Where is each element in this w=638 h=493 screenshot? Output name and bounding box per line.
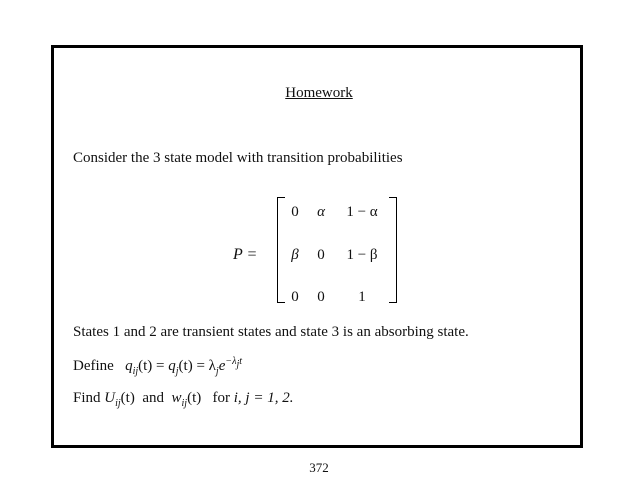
page-number: 372 [309,460,329,475]
matrix-label: P = [233,246,258,263]
matrix-cell: 1 [358,289,366,305]
find-word: Find [73,390,101,406]
define-eq1: (t) = [138,358,169,374]
states-text: States 1 and 2 are transient states and state 3 is an absorbing state. [73,324,469,340]
matrix-cell: 0 [291,289,299,305]
for-word: for [212,390,231,406]
w-arg: (t) [187,390,202,406]
u-subscript: ij [115,398,121,409]
find-line [73,390,293,409]
q-symbol: q [125,358,133,374]
lambda-subscript: j [215,366,219,377]
u-arg: (t) [120,390,135,406]
q2-subscript: j [175,366,179,377]
exp-t: t [239,356,243,367]
intro-text: Consider the 3 state model with transition probabilities [73,150,403,166]
and-word: and [142,390,165,406]
matrix-cell: 0 [291,204,299,220]
define-eq2: (t) = λ [178,358,216,374]
matrix-right-bracket [389,197,397,303]
w-symbol: w [171,390,182,406]
matrix-cell: 1 − α [346,204,378,220]
matrix-cell: α [317,204,325,220]
index-range: i, j = 1, 2. [233,390,294,406]
exp-subscript: j [236,359,240,370]
u-symbol: U [104,390,116,406]
define-line [73,356,242,377]
matrix-cell: 1 − β [346,247,378,263]
exp-lambda: −λ [225,356,237,367]
matrix-cell: β [291,247,299,263]
q-subscript: ij [132,366,139,377]
slide-title: Homework [285,85,353,101]
w-subscript: ij [181,398,188,409]
matrix-cell: 0 [317,247,325,263]
matrix-cell: 0 [317,289,325,305]
define-word: Define [73,358,114,374]
q2-symbol: q [168,358,176,374]
exp-base: e [218,358,226,374]
